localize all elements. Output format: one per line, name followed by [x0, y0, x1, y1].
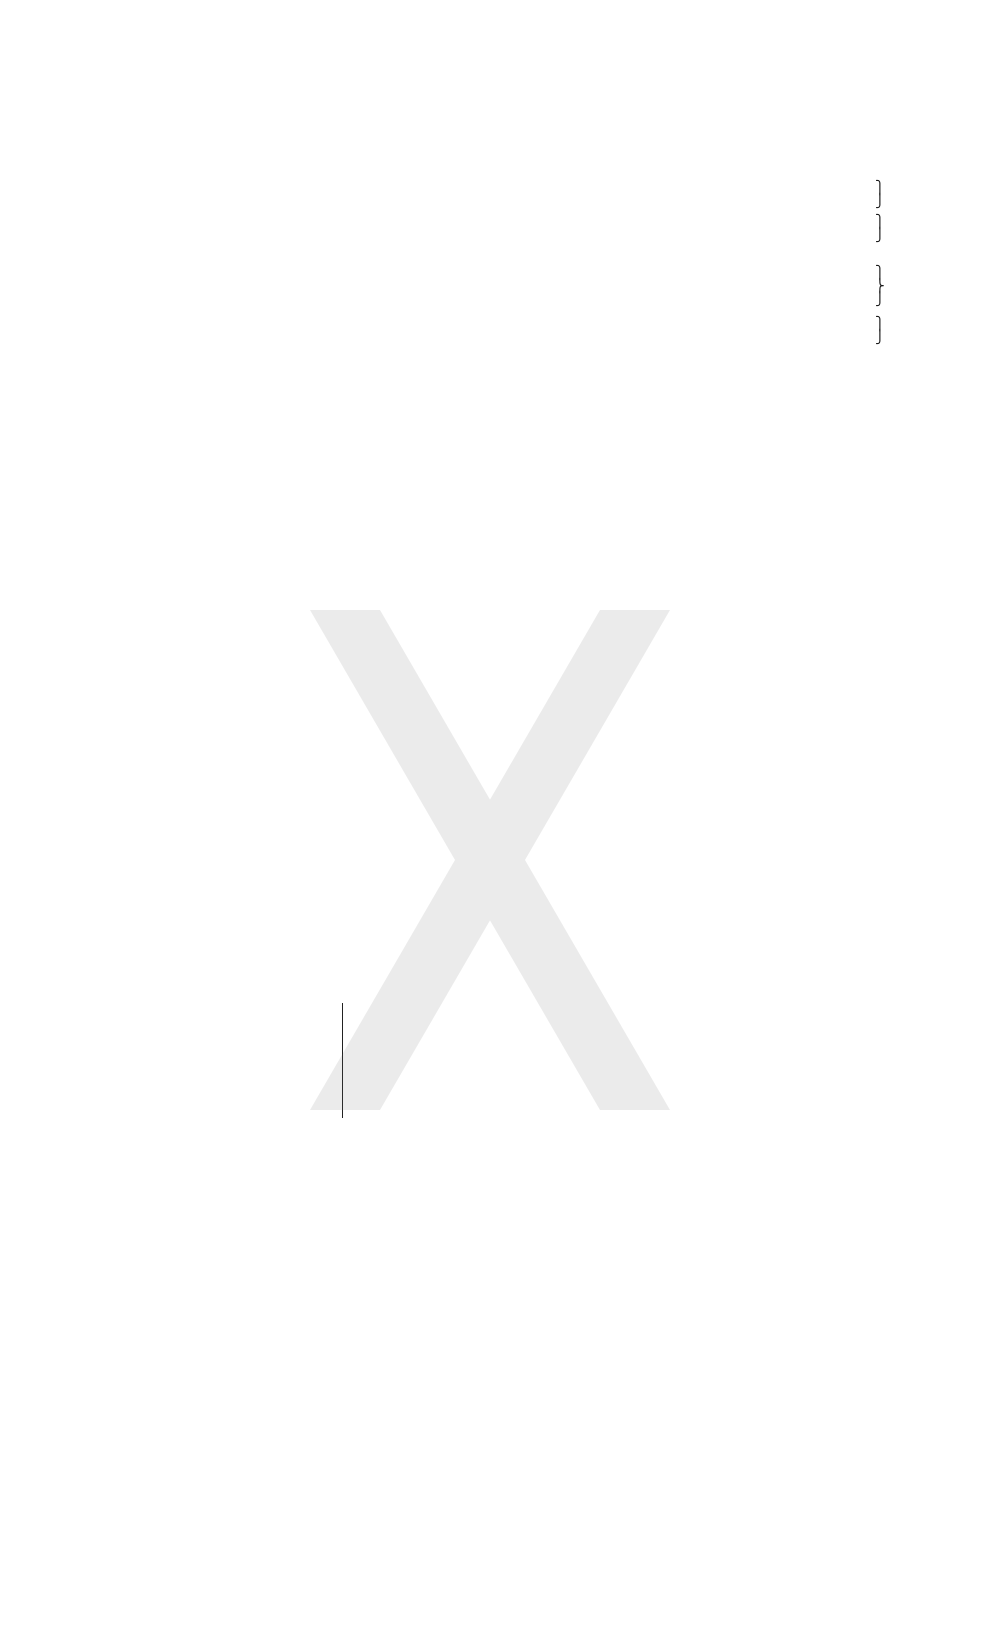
- brace-3: ⎫ ⎬ ⎭: [875, 265, 885, 306]
- running-header: [0, 0, 992, 160]
- brace-4: ⎫ ⎭: [875, 316, 885, 344]
- brace-2: ⎫ ⎭: [875, 214, 885, 242]
- brace-judges: [342, 1003, 349, 1118]
- watermark-stroke-1: [310, 610, 670, 1110]
- watermark-stroke-2: [310, 610, 670, 1110]
- brace-1: ⎫ ⎭: [875, 180, 885, 208]
- watermark-x: [270, 610, 710, 1110]
